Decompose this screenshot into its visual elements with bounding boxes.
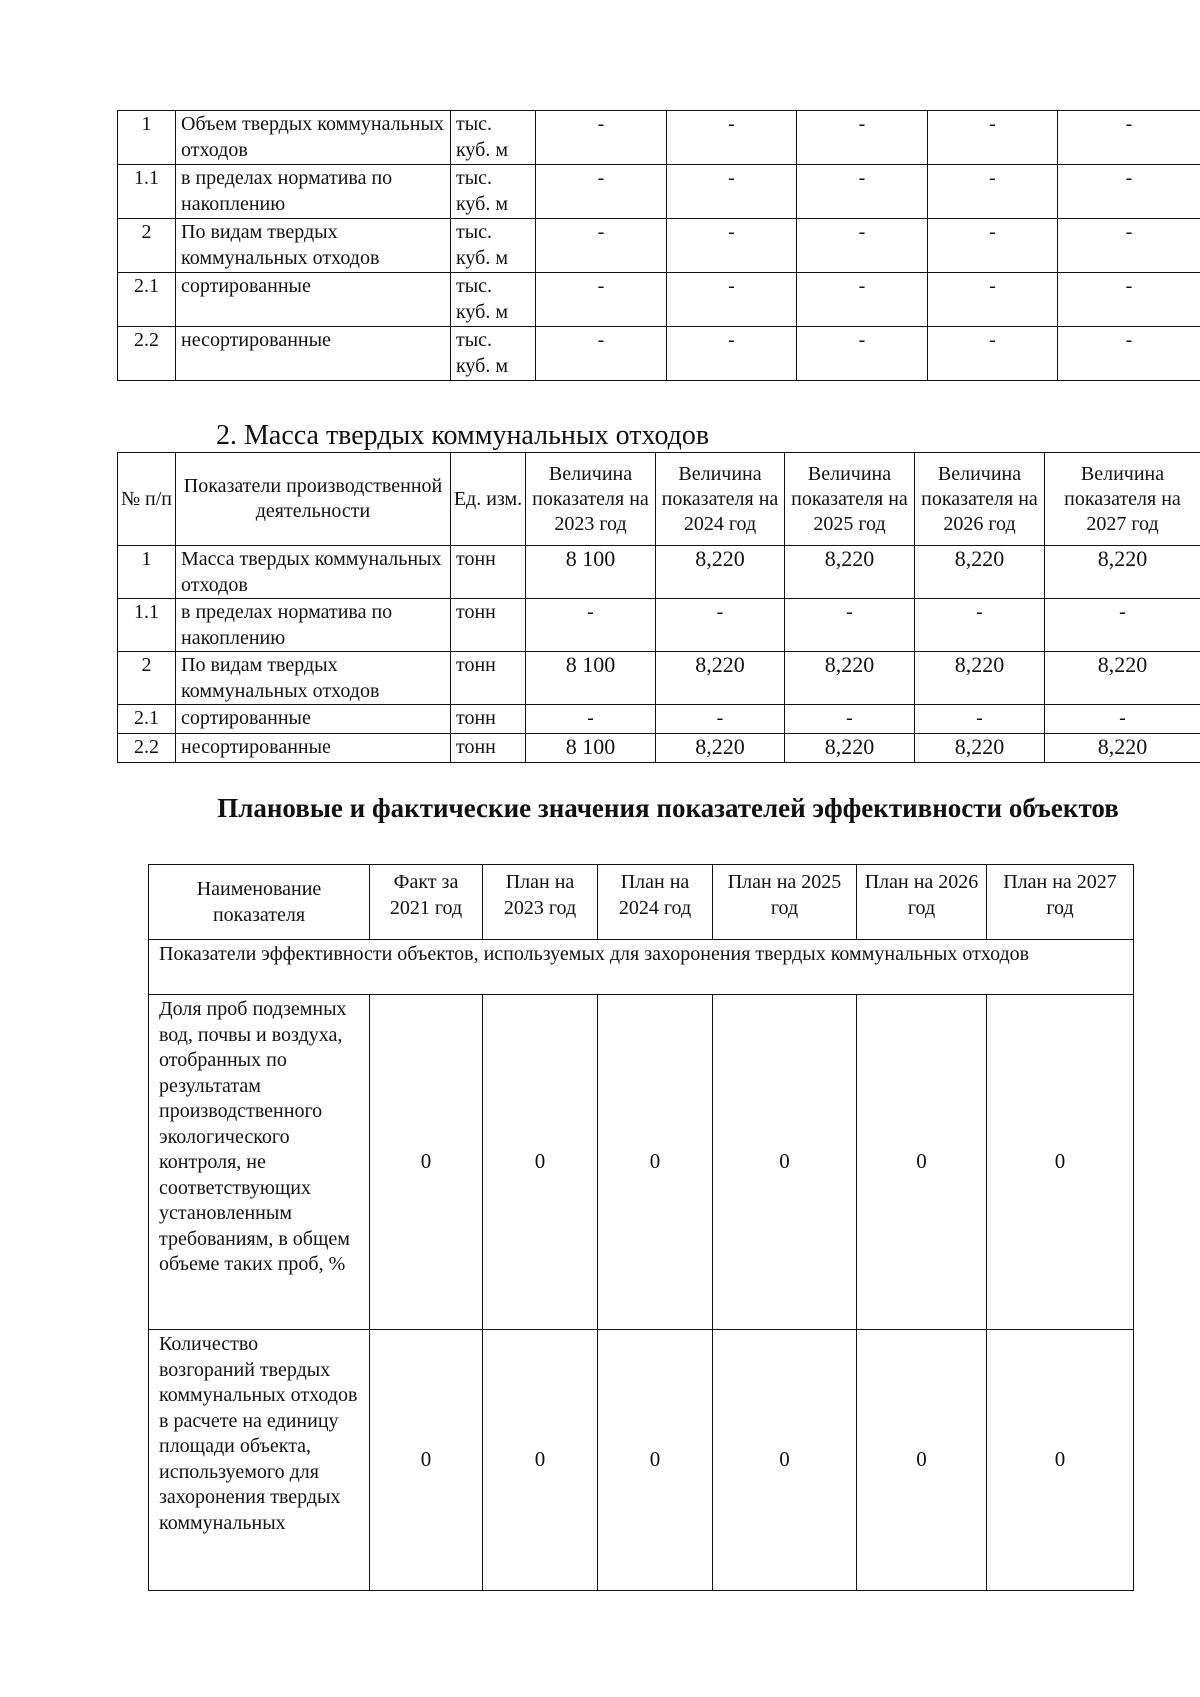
header-num: № п/п bbox=[118, 453, 176, 546]
row-number: 2 bbox=[118, 219, 176, 273]
table-row bbox=[118, 599, 1200, 652]
row-unit: тыс. куб. м bbox=[451, 219, 536, 273]
header-year-2024: Величина показателя на 2024 год bbox=[656, 453, 785, 546]
efficiency-table bbox=[148, 864, 1134, 1591]
cell-value: - bbox=[667, 327, 797, 381]
row-number: 1 bbox=[118, 546, 176, 599]
row-unit: тыс. куб. м bbox=[451, 111, 536, 165]
cell-value: 8,220 bbox=[1045, 734, 1200, 763]
row-unit: тыс. куб. м bbox=[451, 273, 536, 327]
row-name: в пределах норматива по накоплению bbox=[176, 599, 451, 652]
section-label: Показатели эффективности объектов, используемых для захоронения твердых коммунальных отходов bbox=[149, 940, 1134, 995]
cell-value: - bbox=[797, 327, 928, 381]
cell-value: 8 100 bbox=[526, 546, 656, 599]
cell-value: - bbox=[526, 599, 656, 652]
row-number: 2 bbox=[118, 652, 176, 705]
header-plan-2023: План на 2023 год bbox=[483, 865, 598, 940]
cell-value: - bbox=[928, 273, 1058, 327]
row-number: 2.2 bbox=[118, 734, 176, 763]
cell-value: - bbox=[797, 165, 928, 219]
cell-value: - bbox=[928, 165, 1058, 219]
header-name: Наименование показателя bbox=[149, 865, 370, 940]
cell-value: 0 bbox=[987, 995, 1134, 1330]
cell-value: 0 bbox=[987, 1330, 1134, 1591]
cell-value: - bbox=[1045, 599, 1200, 652]
row-name: сортированные bbox=[176, 273, 451, 327]
table-row bbox=[118, 273, 1200, 327]
cell-value: - bbox=[797, 111, 928, 165]
row-name: в пределах норматива по накоплению bbox=[176, 165, 451, 219]
cell-value: 8,220 bbox=[656, 734, 785, 763]
cell-value: - bbox=[656, 705, 785, 734]
row-name: сортированные bbox=[176, 705, 451, 734]
cell-value: - bbox=[928, 327, 1058, 381]
section-title-mass: 2. Масса твердых коммунальных отходов bbox=[216, 420, 710, 451]
header-plan-2024: План на 2024 год bbox=[598, 865, 713, 940]
row-unit: тонн bbox=[451, 599, 526, 652]
cell-value: 0 bbox=[483, 995, 598, 1330]
header-year-2025: Величина показателя на 2025 год bbox=[785, 453, 915, 546]
table-header-row bbox=[149, 865, 1134, 940]
row-unit: тонн bbox=[451, 734, 526, 763]
cell-value: 8,220 bbox=[785, 734, 915, 763]
table-row bbox=[118, 165, 1200, 219]
row-name: Количество возгораний твердых коммунальных отходов в расчете на единицу площади объекта, используемого для захоронения твердых коммунальных bbox=[149, 1330, 370, 1591]
header-plan-2027: План на 2027 год bbox=[987, 865, 1134, 940]
cell-value: - bbox=[797, 273, 928, 327]
row-name: несортированные bbox=[176, 734, 451, 763]
cell-value: - bbox=[785, 599, 915, 652]
cell-value: - bbox=[526, 705, 656, 734]
row-number: 2.1 bbox=[118, 273, 176, 327]
table-row bbox=[149, 995, 1134, 1330]
cell-value: - bbox=[1058, 219, 1200, 273]
row-unit: тыс. куб. м bbox=[451, 327, 536, 381]
cell-value: 0 bbox=[857, 1330, 987, 1591]
cell-value: 0 bbox=[370, 1330, 483, 1591]
section-title-efficiency: Плановые и фактические значения показателей эффективности объектов bbox=[217, 793, 1119, 823]
header-fact-2021: Факт за 2021 год bbox=[370, 865, 483, 940]
cell-value: - bbox=[1058, 327, 1200, 381]
cell-value: - bbox=[536, 219, 667, 273]
cell-value: 0 bbox=[598, 1330, 713, 1591]
cell-value: - bbox=[1058, 273, 1200, 327]
row-name: Масса твердых коммунальных отходов bbox=[176, 546, 451, 599]
table-header-row bbox=[118, 453, 1200, 546]
cell-value: - bbox=[1058, 165, 1200, 219]
cell-value: - bbox=[785, 705, 915, 734]
cell-value: - bbox=[1058, 111, 1200, 165]
cell-value: 0 bbox=[370, 995, 483, 1330]
cell-value: - bbox=[536, 111, 667, 165]
row-name: По видам твердых коммунальных отходов bbox=[176, 652, 451, 705]
cell-value: 0 bbox=[598, 995, 713, 1330]
cell-value: - bbox=[667, 273, 797, 327]
cell-value: 8,220 bbox=[785, 652, 915, 705]
cell-value: 8 100 bbox=[526, 652, 656, 705]
section-label-row bbox=[149, 940, 1134, 995]
row-number: 2.1 bbox=[118, 705, 176, 734]
cell-value: - bbox=[667, 219, 797, 273]
row-number: 2.2 bbox=[118, 327, 176, 381]
cell-value: - bbox=[536, 273, 667, 327]
cell-value: - bbox=[915, 599, 1045, 652]
row-number: 1.1 bbox=[118, 165, 176, 219]
table-row bbox=[118, 327, 1200, 381]
cell-value: 8 100 bbox=[526, 734, 656, 763]
cell-value: 8,220 bbox=[785, 546, 915, 599]
cell-value: 8,220 bbox=[915, 734, 1045, 763]
row-unit: тонн bbox=[451, 652, 526, 705]
header-unit: Ед. изм. bbox=[451, 453, 526, 546]
row-number: 1.1 bbox=[118, 599, 176, 652]
row-name: несортированные bbox=[176, 327, 451, 381]
cell-value: - bbox=[656, 599, 785, 652]
cell-value: - bbox=[536, 327, 667, 381]
row-number: 1 bbox=[118, 111, 176, 165]
row-name: По видам твердых коммунальных отходов bbox=[176, 219, 451, 273]
cell-value: 8,220 bbox=[915, 546, 1045, 599]
row-unit: тонн bbox=[451, 546, 526, 599]
mass-table bbox=[117, 452, 1200, 763]
table-row bbox=[118, 546, 1200, 599]
header-plan-2026: План на 2026 год bbox=[857, 865, 987, 940]
header-plan-2025: План на 2025 год bbox=[713, 865, 857, 940]
cell-value: 8,220 bbox=[1045, 546, 1200, 599]
cell-value: - bbox=[667, 111, 797, 165]
cell-value: 8,220 bbox=[915, 652, 1045, 705]
row-unit: тыс. куб. м bbox=[451, 165, 536, 219]
cell-value: - bbox=[536, 165, 667, 219]
cell-value: 0 bbox=[713, 995, 857, 1330]
table-row bbox=[118, 734, 1200, 763]
row-name: Доля проб подземных вод, почвы и воздуха, отобранных по результатам производственного экологического контроля, не соответствующих установленным требованиям, в общем объеме таких проб, % bbox=[149, 995, 370, 1330]
cell-value: 0 bbox=[713, 1330, 857, 1591]
cell-value: - bbox=[667, 165, 797, 219]
table-row bbox=[118, 705, 1200, 734]
cell-value: 0 bbox=[857, 995, 987, 1330]
header-year-2026: Величина показателя на 2026 год bbox=[915, 453, 1045, 546]
row-unit: тонн bbox=[451, 705, 526, 734]
cell-value: 8,220 bbox=[656, 652, 785, 705]
table-row bbox=[118, 219, 1200, 273]
table-row bbox=[118, 111, 1200, 165]
header-year-2027: Величина показателя на 2027 год bbox=[1045, 453, 1200, 546]
cell-value: - bbox=[928, 219, 1058, 273]
cell-value: 8,220 bbox=[656, 546, 785, 599]
row-name: Объем твердых коммунальных отходов bbox=[176, 111, 451, 165]
cell-value: 8,220 bbox=[1045, 652, 1200, 705]
header-year-2023: Величина показателя на 2023 год bbox=[526, 453, 656, 546]
cell-value: - bbox=[928, 111, 1058, 165]
table-row bbox=[149, 1330, 1134, 1591]
table-row bbox=[118, 652, 1200, 705]
header-name: Показатели производственной деятельности bbox=[176, 453, 451, 546]
cell-value: - bbox=[1045, 705, 1200, 734]
cell-value: 0 bbox=[483, 1330, 598, 1591]
volume-table bbox=[117, 110, 1200, 381]
cell-value: - bbox=[797, 219, 928, 273]
cell-value: - bbox=[915, 705, 1045, 734]
